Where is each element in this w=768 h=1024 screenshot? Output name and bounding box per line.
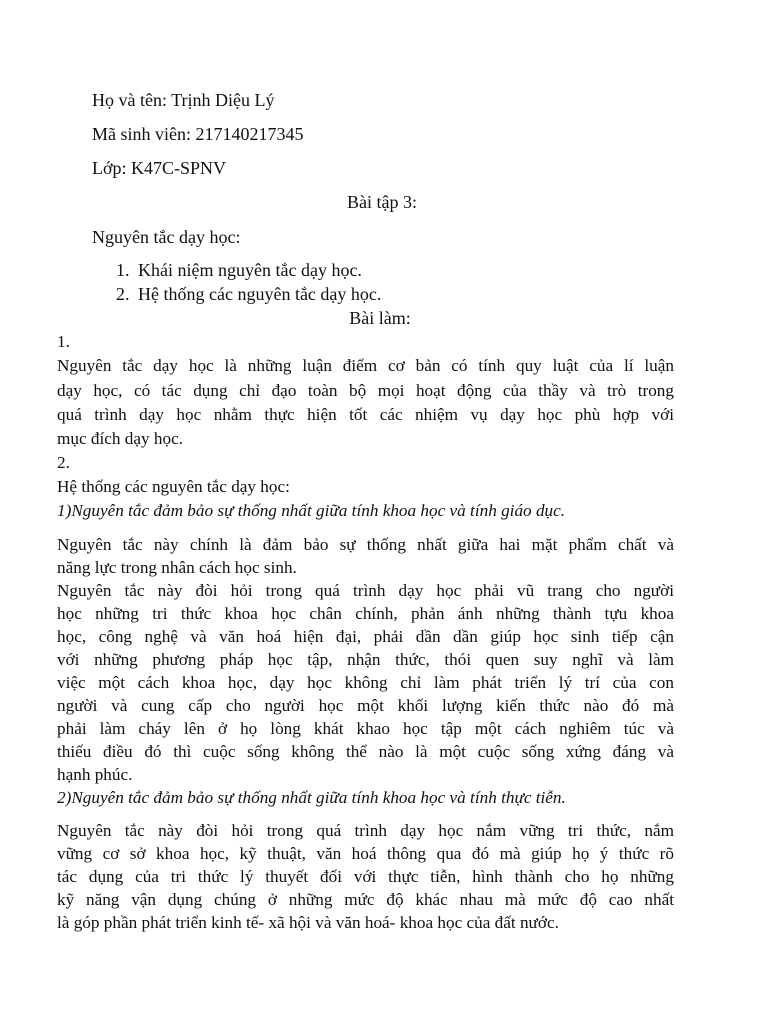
paragraph-line: thiếu điều đó thì cuộc sống không thể nào là một cuộc sống xứng đáng và (57, 742, 674, 761)
paragraph-line: mục đích dạy học. (57, 429, 184, 448)
paragraph-line: việc một cách khoa học, dạy học không chỉ làm phát triển lý trí của con (57, 673, 674, 692)
paragraph-line: với những phương pháp học tập, nhận thức, thói quen suy nghĩ và làm (57, 650, 674, 669)
part2-intro: Hệ thống các nguyên tắc dạy học: (57, 477, 290, 496)
principle2-title: 2)Nguyên tắc đảm bảo sự thống nhất giữa tính khoa học và tính thực tiễn. (57, 788, 566, 807)
paragraph-line: quá trình dạy học nhằm thực hiện tốt các nhiệm vụ dạy học phù hợp với (57, 405, 674, 424)
paragraph-line: Nguyên tắc dạy học là những luận điểm cơ bản có tính quy luật của lí luận (57, 356, 674, 375)
list-item (116, 259, 362, 281)
part1-label: 1. (57, 332, 70, 351)
student-id: Mã sinh viên: 217140217345 (92, 124, 304, 144)
paragraph-line: học những tri thức khoa học chân chính, phản ánh những thành tựu khoa (57, 604, 674, 623)
list-item (116, 283, 381, 305)
paragraph-line: là góp phần phát triển kinh tế- xã hội và văn hoá- khoa học của đất nước. (57, 913, 559, 932)
paragraph-line: phải làm cháy lên ở họ lòng khát khao học tập một cách nghiêm túc và (57, 719, 674, 738)
paragraph-line: học, công nghệ và văn hoá hiện đại, phải dần dần giúp học sinh tiếp cận (57, 627, 674, 646)
paragraph-line: dạy học, có tác dụng chỉ đạo toàn bộ mọi hoạt động của thầy và trò trong (57, 381, 674, 400)
class-info: Lớp: K47C-SPNV (92, 158, 227, 178)
paragraph-line: người và cung cấp cho người học một khối lượng kiến thức nào đó mà (57, 696, 674, 715)
paragraph-line: Nguyên tắc này chính là đảm bảo sự thống nhất giữa hai mặt phẩm chất và (57, 535, 674, 554)
part2-label: 2. (57, 453, 70, 472)
paragraph-line: hạnh phúc. (57, 765, 133, 784)
paragraph-line: kỹ năng vận dụng chúng ở những mức độ khác nhau mà mức độ cao nhất (57, 890, 674, 909)
list-number: 1. (116, 260, 130, 280)
list-text: Khái niệm nguyên tắc dạy học. (138, 260, 362, 280)
assignment-title: Bài tập 3: (347, 192, 417, 212)
paragraph-line: năng lực trong nhân cách học sinh. (57, 558, 297, 577)
paragraph-line: tác dụng của tri thức lý thuyết đối với thực tiễn, hình thành cho họ những (57, 867, 674, 886)
list-number: 2. (116, 284, 130, 304)
paragraph-line: Nguyên tắc này đòi hỏi trong quá trình dạy học nắm vững tri thức, nắm (57, 821, 674, 840)
answer-title: Bài làm: (349, 308, 411, 328)
student-name: Họ và tên: Trịnh Diệu Lý (92, 90, 275, 110)
list-text: Hệ thống các nguyên tắc dạy học. (138, 284, 382, 304)
paragraph-line: vững cơ sở khoa học, kỹ thuật, văn hoá thông qua đó mà giúp họ ý thức rõ (57, 844, 674, 863)
paragraph-line: Nguyên tắc này đòi hỏi trong quá trình dạy học phải vũ trang cho người (57, 581, 674, 600)
topic-heading: Nguyên tắc dạy học: (92, 227, 241, 247)
principle1-title: 1)Nguyên tắc đảm bảo sự thống nhất giữa tính khoa học và tính giáo dục. (57, 501, 566, 520)
